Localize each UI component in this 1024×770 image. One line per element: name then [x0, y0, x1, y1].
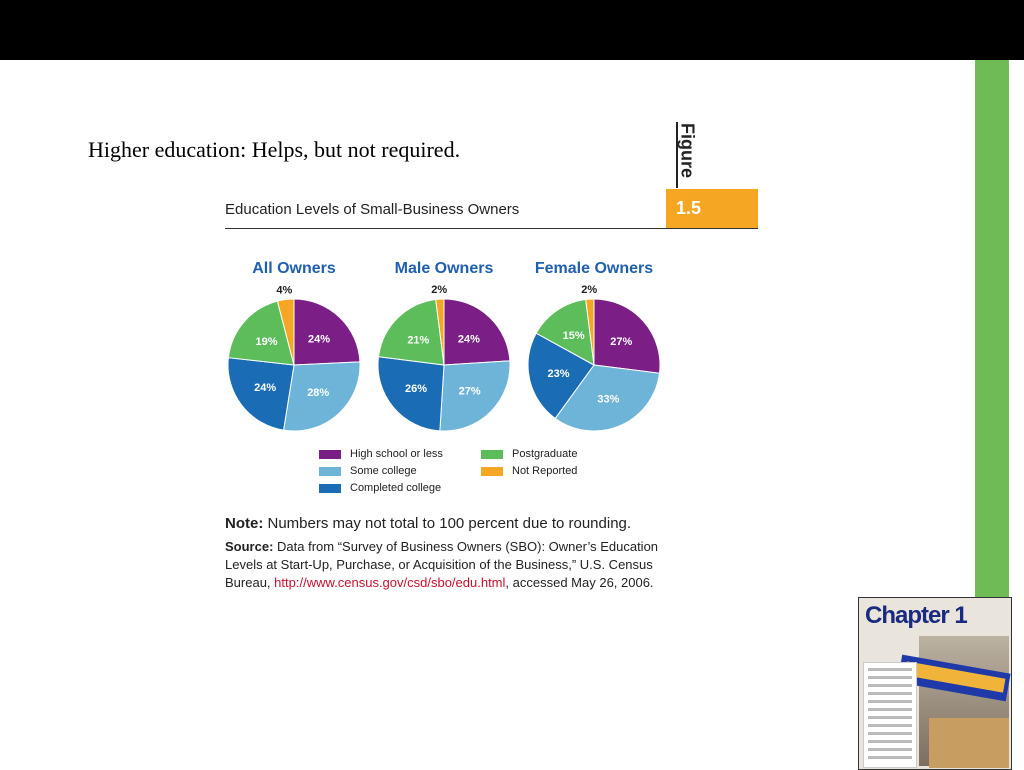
figure-title-rule: [225, 228, 758, 229]
pie-label-1-0: 24%: [457, 333, 480, 346]
pie-title-2: Female Owners: [534, 260, 654, 277]
note-label: Note:: [225, 515, 264, 532]
figure-note: [225, 514, 665, 533]
pie-charts: [200, 245, 680, 445]
pie-label-0-2: 24%: [254, 381, 277, 394]
side-accent-bar: [975, 60, 1009, 597]
source-suffix: , accessed May 26, 2006.: [505, 575, 654, 590]
source-label: Source:: [225, 539, 274, 554]
legend-swatch-postgraduate: [481, 450, 503, 459]
figure-title: Education Levels of Small-Business Owners: [225, 201, 520, 218]
figure-source: [225, 538, 665, 592]
pie-slice-0-0: [294, 299, 360, 365]
pie-label-2-3: 15%: [562, 329, 585, 342]
pie-label-0-0: 24%: [308, 333, 331, 346]
source-text: Data from “Survey of Business Owners (SBO): Owner’s Education Levels at Start-Up, Purchase, or Acquisition of the Business,” U.S. Census Bureau,: [225, 539, 659, 590]
pie-label-0-1: 28%: [307, 387, 330, 400]
pie-label-2-4: 2%: [581, 284, 598, 297]
pie-label-2-1: 33%: [597, 393, 620, 406]
legend-swatch-some-college: [319, 467, 341, 476]
pie-slice-1-0: [444, 299, 510, 365]
legend-label-not-reported: Not Reported: [512, 465, 578, 477]
pie-label-2-0: 27%: [610, 335, 633, 348]
legend-label-completed-college: Completed college: [350, 482, 442, 494]
thumbnail-title: Chapter 1: [865, 602, 967, 629]
pie-label-1-1: 27%: [458, 385, 481, 398]
pie-label-2-2: 23%: [547, 367, 570, 380]
source-link[interactable]: http://www.census.gov/csd/sbo/edu.html: [274, 575, 506, 590]
thumbnail-page: [863, 662, 917, 768]
pie-title-1: Male Owners: [394, 260, 494, 277]
pie-label-1-4: 2%: [431, 284, 448, 297]
legend-swatch-not-reported: [481, 467, 503, 476]
figure-label: Figure: [677, 122, 698, 178]
chapter-thumbnail[interactable]: [858, 597, 1012, 770]
pie-label-1-3: 21%: [407, 334, 430, 347]
pie-label-1-2: 26%: [405, 383, 428, 396]
pie-label-0-3: 19%: [255, 336, 278, 349]
note-text: Numbers may not total to 100 percent due to rounding.: [267, 515, 632, 532]
pie-slice-1-3: [379, 300, 444, 365]
pie-label-0-4: 4%: [276, 284, 293, 297]
top-bar: [0, 0, 1024, 60]
figure-label-box: [672, 124, 702, 182]
legend-swatch-completed-college: [319, 484, 341, 493]
legend-label-some-college: Some college: [350, 465, 417, 477]
figure-number-box: [666, 189, 758, 228]
pie-title-0: All Owners: [252, 260, 336, 277]
slide-heading: Higher education: Helps, but not required.: [88, 137, 461, 162]
figure-number: 1.5: [676, 198, 702, 218]
legend-swatch-high-school: [319, 450, 341, 459]
thumbnail-table: [929, 718, 1009, 768]
legend-label-postgraduate: Postgraduate: [512, 448, 578, 460]
legend-label-high-school: High school or less: [350, 448, 443, 460]
